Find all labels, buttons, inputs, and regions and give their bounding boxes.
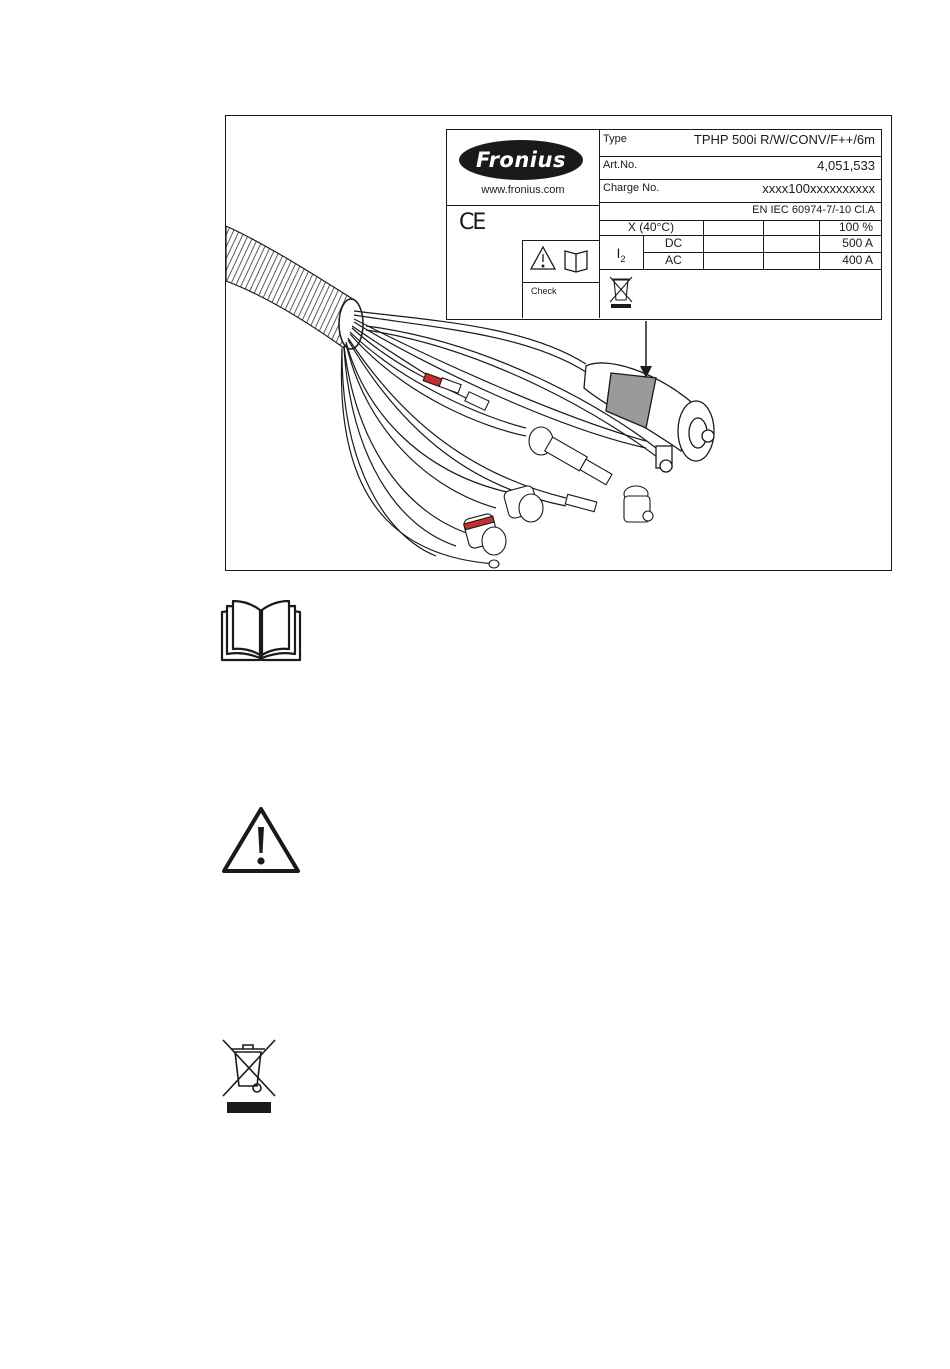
plate-right xyxy=(599,130,881,318)
corrugated-hose xyxy=(226,226,356,348)
read-instructions-icon xyxy=(220,598,302,662)
check-cell-border xyxy=(522,281,523,318)
ac-label: AC xyxy=(643,253,703,270)
duty-blank-1 xyxy=(703,220,763,236)
charge-row xyxy=(599,179,881,203)
type-row xyxy=(599,130,881,157)
charge-label: Charge No. xyxy=(603,182,660,194)
standard-text: EN IEC 60974-7/-10 Cl.A xyxy=(752,204,875,216)
standard-row xyxy=(599,202,881,221)
art-value: 4,051,533 xyxy=(817,158,875,173)
warning-triangle-icon xyxy=(221,805,301,875)
ac-blank-1 xyxy=(703,253,763,270)
logo-cell xyxy=(447,130,599,206)
ce-mark: CE xyxy=(459,210,485,235)
small-warning-icon xyxy=(531,247,555,269)
ac-value: 400 A xyxy=(819,253,881,270)
warning-manual-cell xyxy=(522,240,600,283)
dc-label: DC xyxy=(643,236,703,253)
art-label: Art.No. xyxy=(603,159,638,171)
central-connector xyxy=(584,363,714,472)
duty-label: X (40°C) xyxy=(599,220,703,236)
hosepack-figure xyxy=(225,115,892,571)
plate-left xyxy=(447,130,600,318)
crossed-out-wheelie-bin-icon xyxy=(221,1038,277,1114)
duty-blank-2 xyxy=(763,220,819,236)
fronius-logo: Fronius xyxy=(459,140,583,180)
current-symbol-cell xyxy=(599,236,643,270)
ac-blank-2 xyxy=(763,253,819,270)
duty-value: 100 % xyxy=(819,220,881,236)
website-text: www.fronius.com xyxy=(481,184,565,196)
rating-plate xyxy=(446,129,882,320)
current-symbol: I xyxy=(616,245,621,261)
plate-weee-icon xyxy=(607,274,635,310)
current-subscript: 2 xyxy=(620,253,626,264)
charge-value: xxxx100xxxxxxxxxx xyxy=(762,181,875,196)
check-label: Check xyxy=(531,286,557,296)
art-row xyxy=(599,156,881,180)
small-manual-icon xyxy=(565,251,587,272)
dc-blank-1 xyxy=(703,236,763,253)
type-label: Type xyxy=(603,133,627,145)
dc-blank-2 xyxy=(763,236,819,253)
type-value: TPHP 500i R/W/CONV/F++/6m xyxy=(693,132,875,147)
dc-value: 500 A xyxy=(819,236,881,253)
